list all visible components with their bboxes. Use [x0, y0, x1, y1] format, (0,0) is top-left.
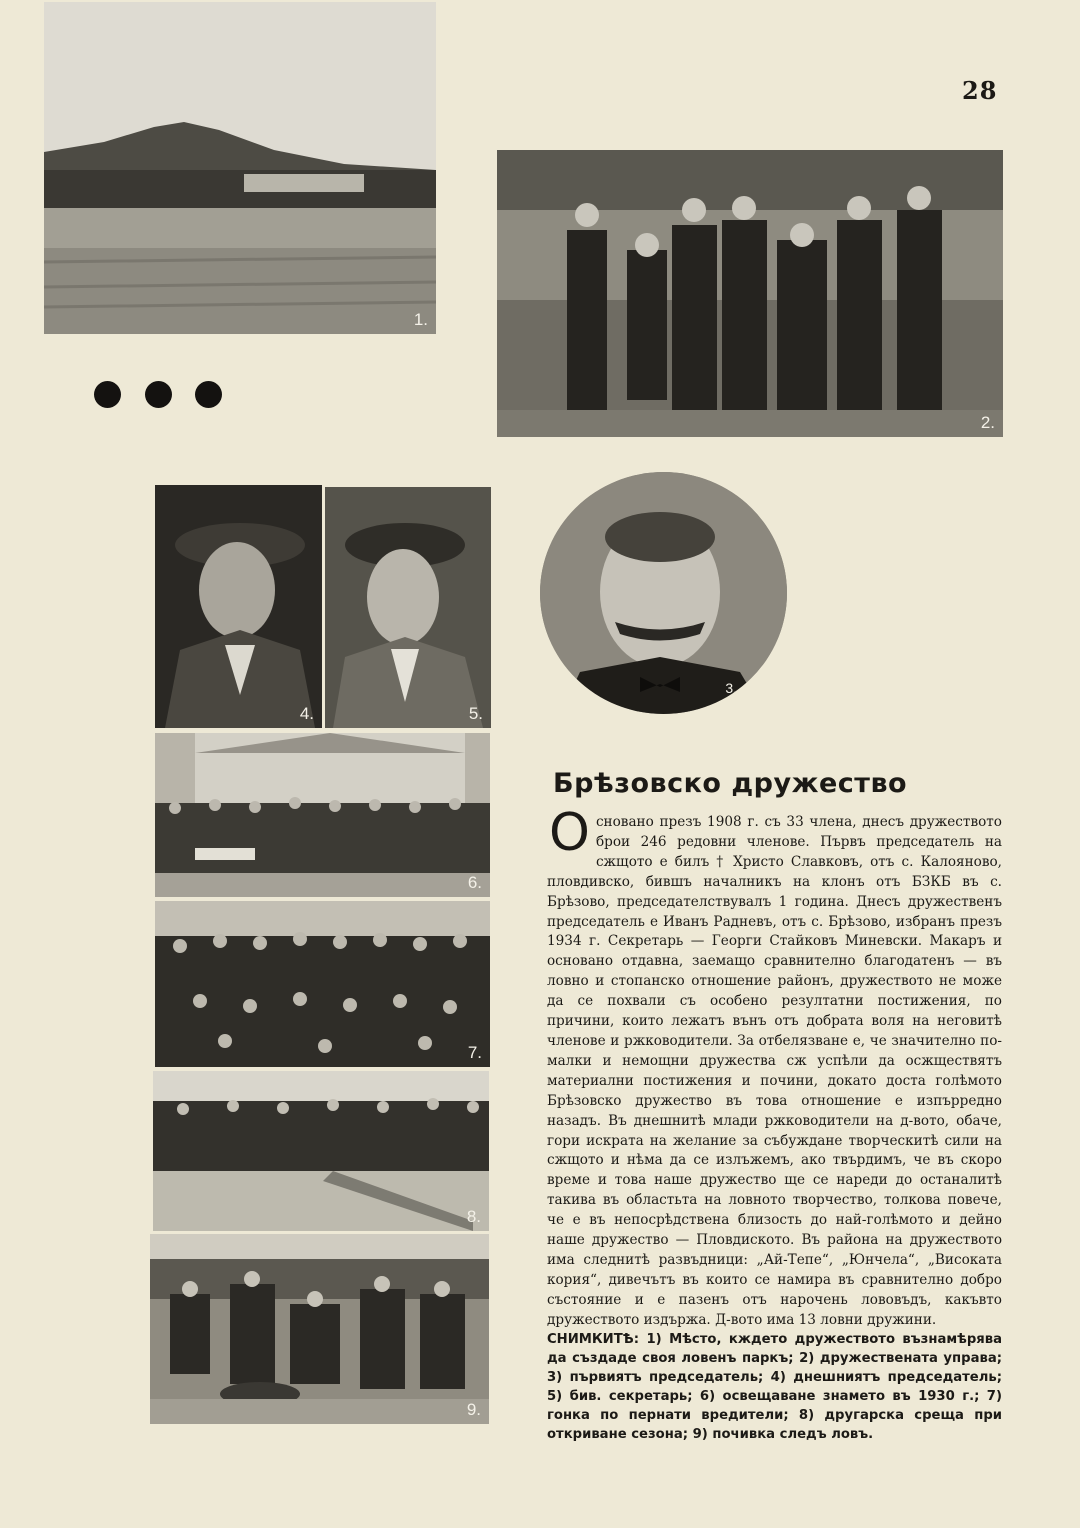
- photo-5-portrait: [325, 487, 491, 728]
- photo-2-group: [497, 150, 1003, 437]
- photo-number: 6.: [467, 873, 482, 892]
- photo-3-first-president: [540, 472, 787, 714]
- photo-number: 1.: [413, 310, 428, 329]
- photo-7-hunt-group: [155, 901, 490, 1067]
- photo-1-landscape: [44, 2, 436, 334]
- photo-number: 2.: [980, 413, 995, 432]
- photo-9-rest-after-hunt: [150, 1234, 489, 1424]
- photo-6-flag-ceremony: [155, 733, 490, 897]
- photo-4-portrait: [155, 485, 322, 728]
- drop-cap: О: [549, 803, 590, 863]
- decorative-dots: [94, 381, 234, 413]
- page-number: 28: [962, 76, 998, 105]
- dot-icon: [195, 381, 222, 408]
- photo-number: 4.: [299, 704, 314, 723]
- article-text: сновано презъ 1908 г. съ 33 члена, днесъ дружеството брои 246 редовни членове. Първъ председатель на сжщото е билъ † Христо Славковъ, отъ с. Калояново, пловдивско, бившъ началникъ на клонъ отъ БЗКБ въ с. Брѣзово, председателствувалъ 1 година. Днесъ дружественъ председатель е Иванъ Радневъ, отъ с. Брѣзово, избранъ презъ 1934 г. Секретарь — Георги Стайковъ Миневски. Макаръ и основано отдавна, заемащо сравнително благодатенъ — въ ловно и стопанско отношение районъ, дружеството не може да се похвали съ особено резултатни постижения, по причини, които лежатъ вънъ отъ добрата воля на неговитѣ членове и ржководители. За отбелязване е, че значително по-малки и немощни дружества сж успѣли да осжществятъ материални постижения и почини, докато доста голѣмото Брѣзовско дружество въ това отношение е изпърредно назадъ. Въ днешнитѣ млади ржководители на д-вото, обаче, гори искрата на желание за събуждане творческитѣ сили на сжщото и нѣма да се излъжемъ, ако твърдимъ, че въ скоро време и това наше дружество ще се нареди до останалитѣ такива въ областьта на ловното творчество, толкова повече, че е въ непосрѣдствена близость до най-голѣмото и дейно наше дружество — Пловдиското. Въ района на дружеството има следнитѣ развъдници: „Ай-Тепе“, „Юнчела“, „Високата кория“, дивечътъ въ които се намира въ сравнително добро състояние и е пазенъ отъ нарочень лововъдъ, какъвто дружеството издържа. Д-вото има 13 ловни дружини.: [547, 814, 1002, 1328]
- dot-icon: [94, 381, 121, 408]
- photo-number: 5.: [468, 704, 483, 723]
- photo-number: 3.: [725, 680, 737, 696]
- photo-number: 8.: [466, 1207, 481, 1226]
- photo-8-season-opening: [153, 1071, 489, 1231]
- dot-icon: [145, 381, 172, 408]
- photo-number: 7.: [467, 1043, 482, 1062]
- photo-number: 9.: [466, 1400, 481, 1419]
- article-body: [547, 803, 1002, 1331]
- photo-captions: СНИМКИТѢ: 1) Мѣсто, кждето дружеството възнамѣрява да създаде своя ловенъ паркъ; 2) дружествената управа; 3) първиятъ председатель; 4) днешниятъ председатель; 5) бив. секретарь; 6) освещаване знамето въ 1930 г.; 7) гонка по пернати вредители; 8) другарска среща при откриване сезона; 9) почивка следъ ловъ.: [547, 1332, 1002, 1442]
- article-title: Брѣзовско дружество: [553, 768, 908, 799]
